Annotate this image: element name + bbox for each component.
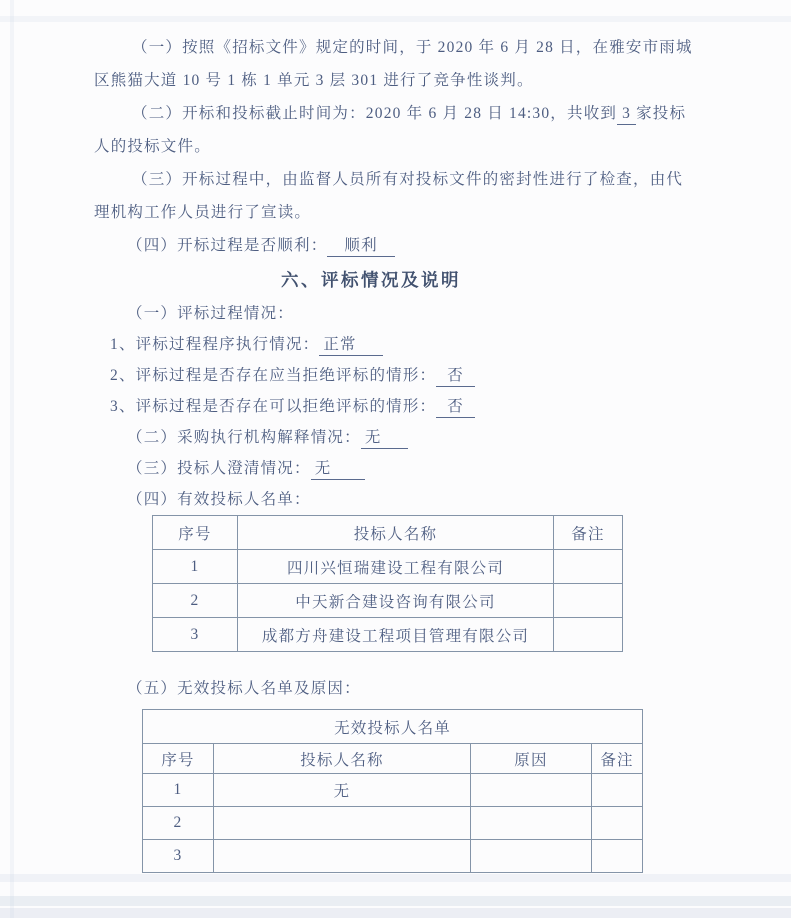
item-invalid-bidders-label: （五）无效投标人名单及原因： (127, 680, 361, 697)
section-evaluation (94, 298, 734, 515)
field-label: 2、评标过程是否存在应当拒绝评标的情形： (110, 367, 437, 384)
paragraph-text: 家投标 (636, 105, 687, 122)
cell-index: 2 (143, 807, 214, 840)
item-agency-explanation (94, 422, 734, 453)
paragraph-open-3-line2: 理机构工作人员进行了宣读。 (94, 204, 312, 221)
invalid-table-title: 无效投标人名单 (143, 710, 643, 744)
header-bidder-name: 投标人名称 (214, 744, 471, 774)
cell-bidder-name (214, 840, 471, 873)
scan-edge-artifact (10, 0, 14, 918)
field-label: 3、评标过程是否存在可以拒绝评标的情形： (110, 398, 437, 415)
filled-value-bidder-count: 3 (617, 105, 636, 125)
cell-remark (592, 840, 643, 873)
cell-bidder-name: 四川兴恒瑞建设工程有限公司 (238, 550, 554, 584)
field-label: （二）采购执行机构解释情况： (127, 429, 361, 446)
scan-artifact (0, 16, 791, 22)
section-heading-evaluation: 六、评标情况及说明 (281, 270, 461, 290)
cell-index: 2 (153, 584, 238, 618)
scan-artifact (0, 896, 791, 906)
paragraph-open-2-line2: 人的投标文件。 (94, 138, 211, 155)
cell-remark (554, 550, 623, 584)
paragraph-open-2-line1 (94, 97, 734, 130)
question-3 (94, 391, 734, 422)
filled-value-clarification: 无 (311, 456, 366, 480)
item-eval-process: （一）评标过程情况： (127, 305, 295, 322)
filled-value-q3: 否 (436, 394, 475, 418)
cell-remark (592, 807, 643, 840)
table-title-row (143, 710, 643, 744)
header-remark: 备注 (554, 516, 623, 550)
paragraph-open-1-line1: （一）按照《招标文件》规定的时间，于 2020 年 6 月 28 日，在雅安市雨城 (132, 39, 693, 56)
table-row (143, 840, 643, 873)
header-reason: 原因 (471, 744, 592, 774)
table-header-row (143, 744, 643, 774)
cell-index: 3 (143, 840, 214, 873)
table-row (153, 618, 623, 652)
field-label: （三）投标人澄清情况： (127, 460, 311, 477)
table-row (143, 774, 643, 807)
table-header-row (153, 516, 623, 550)
cell-remark (554, 618, 623, 652)
header-bidder-name: 投标人名称 (238, 516, 554, 550)
filled-value-agency: 无 (361, 425, 408, 449)
item-valid-bidders-label: （四）有效投标人名单： (127, 491, 311, 508)
scan-artifact (0, 908, 791, 918)
table-row (153, 584, 623, 618)
field-label: （四）开标过程是否顺利： (127, 237, 328, 254)
field-label: 1、评标过程程序执行情况： (110, 336, 320, 353)
invalid-bidders-table (142, 709, 643, 873)
item-bidder-clarification (94, 453, 734, 484)
cell-reason (471, 774, 592, 807)
header-index: 序号 (153, 516, 238, 550)
valid-bidders-table (152, 515, 623, 652)
filled-value-open-smooth: 顺利 (327, 233, 394, 257)
cell-bidder-name: 无 (214, 774, 471, 807)
table-row (153, 550, 623, 584)
cell-remark (554, 584, 623, 618)
scan-artifact (0, 874, 791, 882)
paragraph-open-4 (94, 229, 734, 262)
header-index: 序号 (143, 744, 214, 774)
document-body (94, 31, 734, 873)
table-row (143, 807, 643, 840)
cell-remark (592, 774, 643, 807)
paragraph-text: （二）开标和投标截止时间为：2020 年 6 月 28 日 14:30，共收到 (132, 105, 618, 122)
cell-reason (471, 807, 592, 840)
cell-bidder-name: 中天新合建设咨询有限公司 (238, 584, 554, 618)
cell-bidder-name (214, 807, 471, 840)
cell-index: 1 (153, 550, 238, 584)
cell-index: 3 (153, 618, 238, 652)
filled-value-q1: 正常 (319, 332, 382, 356)
header-remark: 备注 (592, 744, 643, 774)
cell-index: 1 (143, 774, 214, 807)
question-2 (94, 360, 734, 391)
cell-reason (471, 840, 592, 873)
filled-value-q2: 否 (436, 363, 475, 387)
cell-bidder-name: 成都方舟建设工程项目管理有限公司 (238, 618, 554, 652)
paragraph-open-3-line1: （三）开标过程中，由监督人员所有对投标文件的密封性进行了检查，由代 (132, 171, 684, 188)
paragraph-open-1-line2: 区熊猫大道 10 号 1 栋 1 单元 3 层 301 进行了竞争性谈判。 (94, 72, 534, 89)
question-1 (94, 329, 734, 360)
